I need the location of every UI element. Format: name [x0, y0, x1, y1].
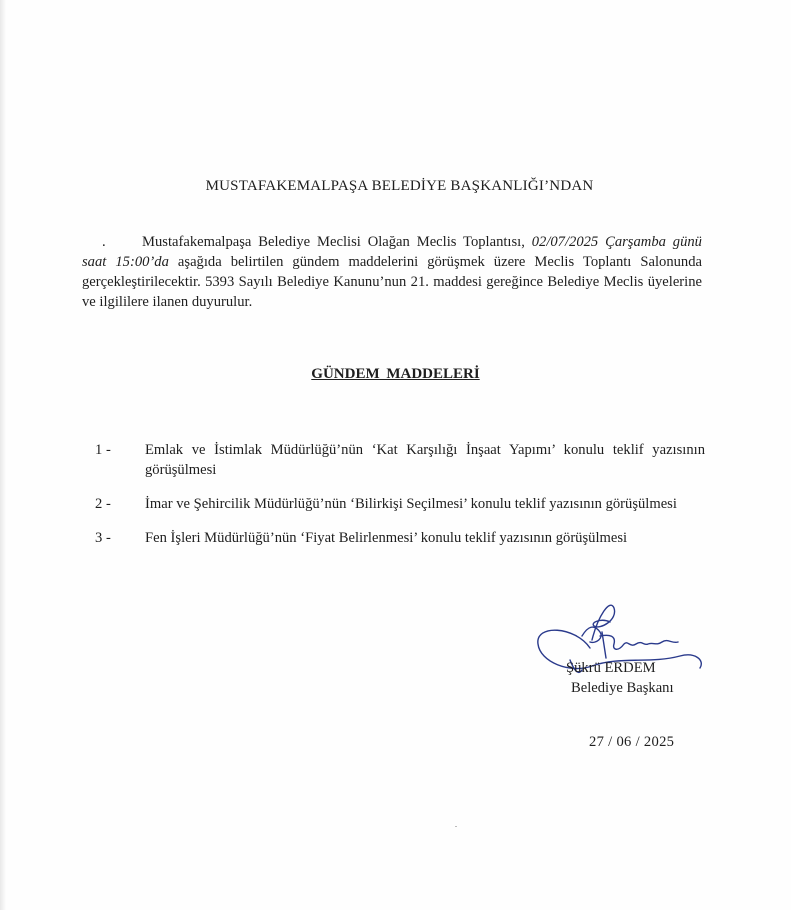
meeting-datetime: 02/07/2025 Çarşamba günü saat 15:00’da — [82, 234, 702, 270]
signer-name: Şükrü ERDEM — [566, 660, 656, 676]
scan-speck — [455, 826, 457, 827]
agenda-item-number: 2 - — [95, 496, 111, 512]
agenda-item-text: Fen İşleri Müdürlüğü’nün ‘Fiyat Belirlenmesi’ konulu teklif yazısının görüşülmesi — [145, 530, 628, 546]
page-edge-shadow — [0, 0, 6, 910]
agenda-item — [95, 440, 705, 480]
intro-dot: . — [102, 234, 106, 250]
document-header — [0, 178, 791, 195]
signer-title: Belediye Başkanı — [571, 680, 674, 696]
agenda-list — [95, 440, 705, 562]
agenda-item-number: 1 - — [95, 442, 111, 458]
header-title: MUSTAFAKEMALPAŞA BELEDİYE BAŞKANLIĞI’NDAN — [205, 178, 594, 194]
agenda-item-number: 3 - — [95, 530, 111, 546]
agenda-title: GÜNDEM MADDELERİ — [311, 366, 480, 382]
intro-text-part1: Mustafakemalpaşa Belediye Meclisi Olağan Meclis Toplantısı, — [142, 234, 532, 250]
document-date: 27 / 06 / 2025 — [589, 734, 675, 750]
intro-text-part2: aşağıda belirtilen gündem maddelerini görüşmek üzere Meclis Toplantı Salonunda gerçekleştirilecektir. 5393 Sayılı Belediye Kanunu’nun 21. maddesi gereğince Belediye Meclis üyelerine ve ilgililere ilanen duyurulur. — [82, 254, 702, 310]
agenda-item — [95, 528, 705, 548]
intro-paragraph — [82, 232, 702, 312]
agenda-item-text: İmar ve Şehircilik Müdürlüğü’nün ‘Bilirkişi Seçilmesi’ konulu teklif yazısının görüşülmesi — [145, 496, 677, 512]
agenda-item-text: Emlak ve İstimlak Müdürlüğü’nün ‘Kat Karşılığı İnşaat Yapımı’ konulu teklif yazısının görüşülmesi — [145, 442, 705, 478]
agenda-item — [95, 494, 705, 514]
